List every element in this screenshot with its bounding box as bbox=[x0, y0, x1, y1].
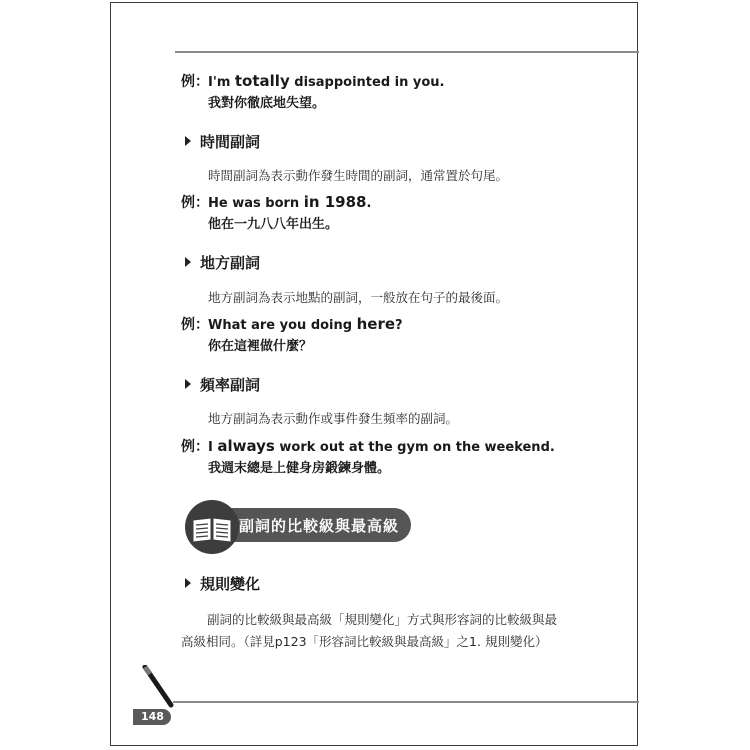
bottom-rule bbox=[173, 701, 639, 703]
example-lead: 例： bbox=[181, 74, 209, 90]
section-heading bbox=[185, 374, 260, 395]
example-en-part: What are you doing bbox=[208, 318, 357, 333]
example-lead: 例： bbox=[181, 195, 209, 211]
section-heading bbox=[185, 131, 260, 152]
example-translation: 我對你徹底地失望。 bbox=[208, 96, 326, 111]
pen-icon bbox=[141, 665, 181, 713]
triangle-bullet-icon bbox=[185, 136, 191, 146]
example-en-part: work out at the gym on the weekend. bbox=[274, 440, 555, 455]
triangle-bullet-icon bbox=[185, 257, 191, 267]
section-heading bbox=[185, 573, 260, 594]
book-page bbox=[110, 2, 638, 746]
section-title: 時間副詞 bbox=[200, 133, 261, 151]
example-translation: 他在一九八八年出生。 bbox=[208, 217, 339, 232]
page-number: 148 bbox=[141, 710, 164, 723]
section-title: 規則變化 bbox=[200, 575, 261, 593]
example-lead: 例： bbox=[181, 317, 209, 333]
example-3 bbox=[181, 314, 403, 357]
example-emphasis: here bbox=[356, 315, 396, 333]
top-rule bbox=[175, 51, 639, 53]
example-1 bbox=[181, 71, 444, 114]
example-translation: 你在這裡做什麼？ bbox=[208, 339, 313, 354]
example-emphasis: totally bbox=[234, 72, 290, 90]
section-description: 地方副詞為表示動作或事件發生頻率的副詞。 bbox=[208, 411, 459, 426]
section-description: 時間副詞為表示動作發生時間的副詞，通常置於句尾。 bbox=[208, 168, 509, 183]
book-icon-circle bbox=[185, 500, 239, 554]
section-description: 地方副詞為表示地點的副詞，一般放在句子的最後面。 bbox=[208, 290, 509, 305]
paragraph-line-1: 副詞的比較級與最高級「規則變化」方式與形容詞的比較級與最 bbox=[207, 612, 558, 627]
example-en-part: I'm bbox=[208, 75, 235, 90]
triangle-bullet-icon bbox=[185, 379, 191, 389]
example-emphasis: in 1988 bbox=[303, 193, 367, 211]
section-title: 頻率副詞 bbox=[200, 376, 261, 394]
example-en-part: . bbox=[366, 196, 372, 211]
book-icon bbox=[185, 500, 239, 554]
example-emphasis: always bbox=[217, 437, 275, 455]
section-heading bbox=[185, 252, 260, 273]
section-title: 地方副詞 bbox=[200, 254, 261, 272]
banner-title: 副詞的比較級與最高級 bbox=[239, 517, 400, 535]
example-en-part: He was born bbox=[208, 196, 304, 211]
example-en-part: disappointed in you. bbox=[289, 75, 445, 90]
triangle-bullet-icon bbox=[185, 578, 191, 588]
example-4 bbox=[181, 436, 555, 479]
body-paragraph-continued bbox=[181, 629, 601, 655]
example-2 bbox=[181, 192, 371, 235]
example-translation: 我週末總是上健身房鍛鍊身體。 bbox=[208, 461, 391, 476]
example-en-part: I bbox=[208, 440, 218, 455]
page-number-tab bbox=[133, 709, 171, 725]
paragraph-line-2: 高級相同。（詳見p123「形容詞比較級與最高級」之1. 規則變化） bbox=[181, 634, 548, 649]
example-en-part: ? bbox=[395, 318, 403, 333]
example-lead: 例： bbox=[181, 439, 209, 455]
